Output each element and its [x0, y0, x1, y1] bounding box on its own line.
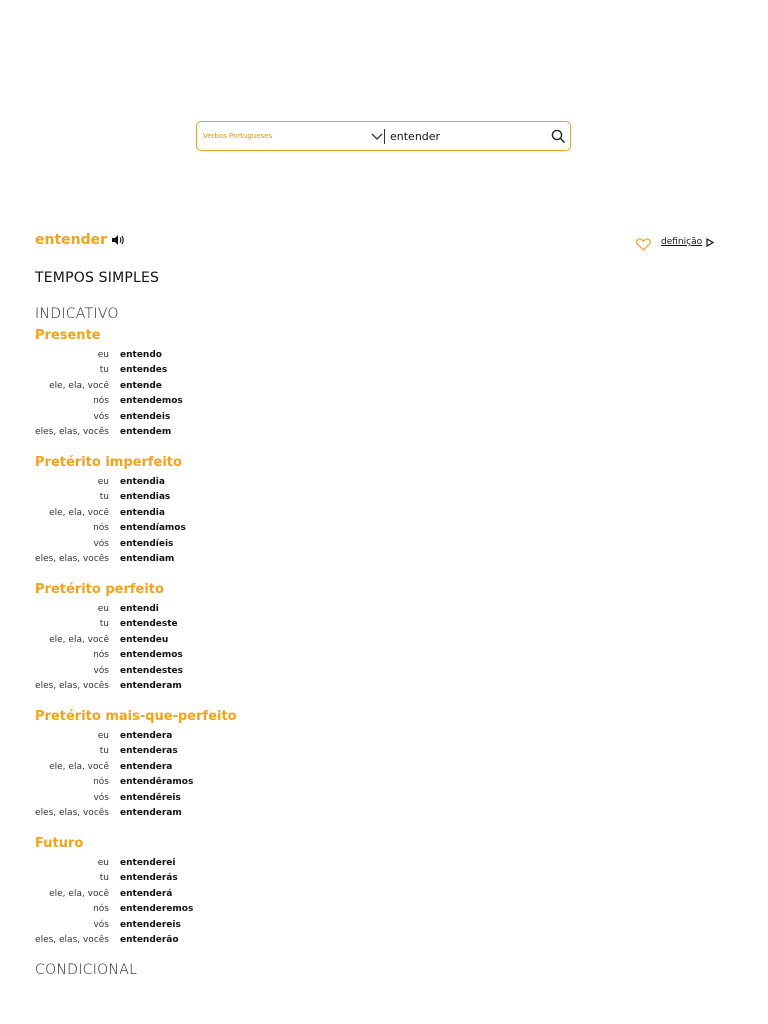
- conjugation-row: [35, 552, 435, 568]
- chevron-down-icon: [371, 131, 383, 141]
- verb-form: entenderá: [120, 888, 173, 899]
- pronoun: vós: [93, 665, 109, 676]
- pronoun: eu: [97, 857, 109, 868]
- search-icon[interactable]: [551, 129, 566, 144]
- verb-form: entendes: [120, 365, 168, 376]
- conjugation-row: [35, 917, 435, 933]
- conjugation-row: [35, 886, 435, 902]
- pronoun: nós: [93, 650, 109, 661]
- tense-title: Presente: [35, 328, 101, 343]
- conjugation-row: [35, 490, 435, 506]
- verb-title: entender: [35, 232, 108, 248]
- mood-title-condicional: CONDICIONAL: [35, 962, 138, 978]
- pronoun: nós: [93, 396, 109, 407]
- verb-heading: [35, 232, 125, 248]
- conjugation-row: [35, 521, 435, 537]
- conjugation-row: [35, 775, 435, 791]
- search-divider: [384, 129, 385, 144]
- verb-form: entendereis: [120, 919, 181, 930]
- tense-title: Futuro: [35, 836, 84, 851]
- verb-form: entendíamos: [120, 523, 186, 534]
- search-bar: [196, 121, 571, 151]
- verb-form: entendemos: [120, 650, 183, 661]
- pronoun: vós: [93, 792, 109, 803]
- pronoun: vós: [93, 538, 109, 549]
- conjugation-row: [35, 933, 435, 949]
- verb-form: entenderemos: [120, 904, 194, 915]
- search-input[interactable]: [390, 128, 540, 144]
- conjugation-row: [35, 409, 435, 425]
- pronoun: ele, ela, você: [49, 380, 109, 391]
- pronoun: eu: [97, 349, 109, 360]
- verb-form: entenderei: [120, 857, 176, 868]
- pronoun: eles, elas, vocês: [35, 935, 109, 946]
- conjugation-row: [35, 728, 435, 744]
- conjugation-row: [35, 347, 435, 363]
- pronoun: eles, elas, vocês: [35, 427, 109, 438]
- verb-form: entendeis: [120, 411, 171, 422]
- tense-block: [35, 327, 435, 440]
- pronoun: tu: [99, 619, 109, 630]
- verb-form: entendia: [120, 476, 165, 487]
- language-label: Verbos Portugueses: [203, 132, 273, 140]
- conjugation-row: [35, 505, 435, 521]
- tense-block: [35, 454, 435, 567]
- pronoun: eles, elas, vocês: [35, 554, 109, 565]
- verb-form: entenderás: [120, 873, 178, 884]
- verb-form: entendera: [120, 761, 173, 772]
- tense-block: [35, 581, 435, 694]
- verb-form: entendêreis: [120, 792, 181, 803]
- pronoun: eu: [97, 730, 109, 741]
- definition-link[interactable]: [661, 237, 714, 247]
- play-triangle-icon: [706, 238, 714, 247]
- tense-title: Pretérito imperfeito: [35, 455, 182, 470]
- verb-form: entendeu: [120, 634, 169, 645]
- pronoun: vós: [93, 919, 109, 930]
- language-select[interactable]: [203, 122, 383, 150]
- conjugation-row: [35, 632, 435, 648]
- verb-form: entendi: [120, 603, 159, 614]
- pronoun: nós: [93, 523, 109, 534]
- verb-form: entendera: [120, 730, 173, 741]
- tense-title: Pretérito mais-que-perfeito: [35, 709, 237, 724]
- conjugation-row: [35, 617, 435, 633]
- pronoun: tu: [99, 365, 109, 376]
- pronoun: tu: [99, 746, 109, 757]
- tense-block: [35, 835, 435, 948]
- speaker-icon[interactable]: [111, 234, 125, 246]
- conjugation-row: [35, 790, 435, 806]
- conjugation-row: [35, 759, 435, 775]
- mood-title-indicativo: INDICATIVO: [35, 306, 119, 322]
- conjugation-row: [35, 744, 435, 760]
- pronoun: eles, elas, vocês: [35, 681, 109, 692]
- conjugation-row: [35, 871, 435, 887]
- pronoun: ele, ela, você: [49, 634, 109, 645]
- conjugation-row: [35, 363, 435, 379]
- conjugation-row: [35, 394, 435, 410]
- conjugation-row: [35, 855, 435, 871]
- verb-form: entendemos: [120, 396, 183, 407]
- pronoun: ele, ela, você: [49, 761, 109, 772]
- section-title: TEMPOS SIMPLES: [35, 270, 160, 286]
- pronoun: eu: [97, 603, 109, 614]
- verb-form: entendias: [120, 492, 171, 503]
- pronoun: ele, ela, você: [49, 888, 109, 899]
- verb-form: entendeste: [120, 619, 178, 630]
- verb-form: entenderão: [120, 935, 179, 946]
- conjugation-row: [35, 378, 435, 394]
- verb-form: entendestes: [120, 665, 183, 676]
- pronoun: eles, elas, vocês: [35, 808, 109, 819]
- pronoun: nós: [93, 777, 109, 788]
- conjugation-row: [35, 601, 435, 617]
- pronoun: eu: [97, 476, 109, 487]
- pronoun: vós: [93, 411, 109, 422]
- definition-label: definição: [661, 237, 703, 247]
- conjugation-row: [35, 663, 435, 679]
- conjugation-row: [35, 648, 435, 664]
- verb-form: entenderam: [120, 681, 182, 692]
- verb-form: entendia: [120, 507, 165, 518]
- pronoun: ele, ela, você: [49, 507, 109, 518]
- conjugation-row: [35, 806, 435, 822]
- tense-block: [35, 708, 435, 821]
- verb-form: entendíeis: [120, 538, 174, 549]
- verb-form: entendiam: [120, 554, 175, 565]
- verb-form: entendo: [120, 349, 162, 360]
- verb-form: entende: [120, 380, 162, 391]
- verb-form: entenderam: [120, 808, 182, 819]
- heart-icon[interactable]: [636, 238, 651, 251]
- verb-form: entenderas: [120, 746, 178, 757]
- conjugation-row: [35, 679, 435, 695]
- conjugation-row: [35, 474, 435, 490]
- pronoun: tu: [99, 873, 109, 884]
- pronoun: nós: [93, 904, 109, 915]
- pronoun: tu: [99, 492, 109, 503]
- verb-form: entendêramos: [120, 777, 194, 788]
- tense-title: Pretérito perfeito: [35, 582, 164, 597]
- conjugation-row: [35, 425, 435, 441]
- conjugation-row: [35, 536, 435, 552]
- conjugation-row: [35, 902, 435, 918]
- verb-form: entendem: [120, 427, 172, 438]
